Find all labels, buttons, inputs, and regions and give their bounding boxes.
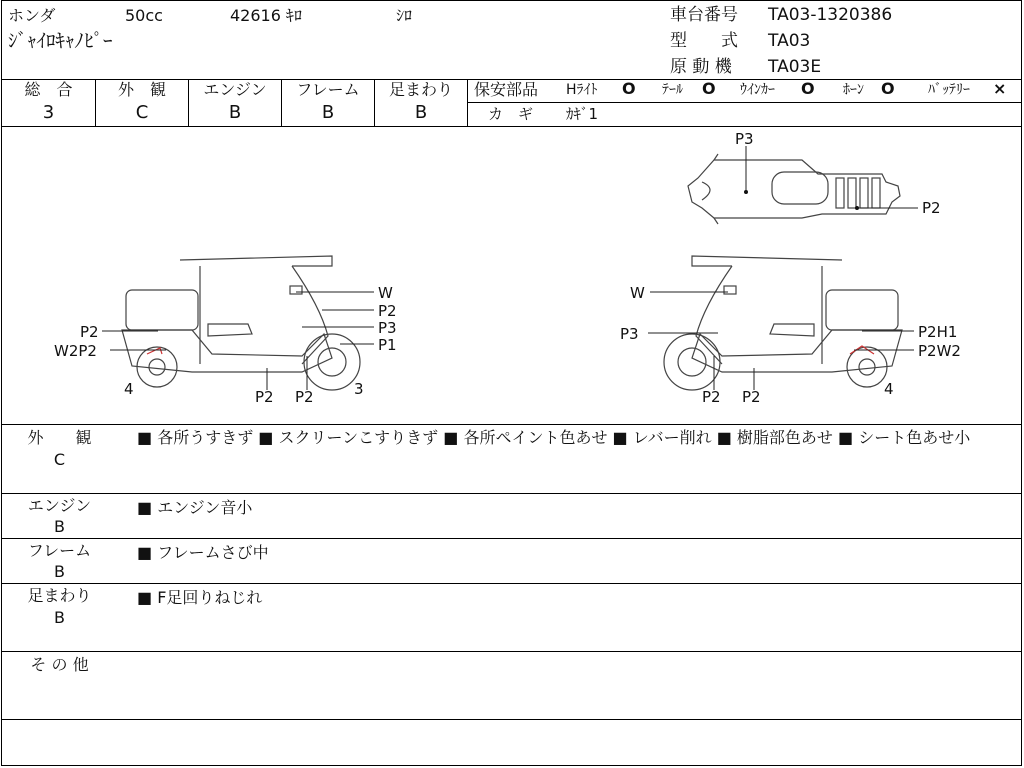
left-side-labels [102, 292, 374, 390]
wheel-number: 4 [124, 380, 134, 398]
grade-label: エンジン [203, 80, 267, 99]
box-slat [860, 178, 868, 208]
frame-no-label: 車台番号 [670, 5, 738, 25]
safety-item-mark: O [801, 79, 815, 98]
key-label: カ ギ [488, 105, 534, 123]
section-grade: B [54, 608, 65, 627]
grade-suspension [375, 79, 468, 126]
label-p1: P1 [378, 336, 397, 354]
grade-overall [2, 79, 96, 126]
section-name: 外 観 [27, 428, 92, 447]
front-wheel [664, 334, 720, 390]
section-name: そ の 他 [30, 655, 89, 674]
grade-label: 外 観 [117, 80, 166, 99]
key-value: ｶｷﾞ1 [566, 105, 599, 123]
grade-value: C [135, 102, 149, 123]
maker: ホンダ [8, 6, 56, 25]
grade-label: フレーム [296, 80, 360, 99]
section-name: フレーム [27, 541, 92, 560]
header [2, 1, 1021, 80]
safety-item-label: ﾃｰﾙ [662, 82, 683, 98]
label-p3: P3 [735, 130, 754, 148]
grade-frame [282, 79, 375, 126]
section-frame [2, 539, 1021, 584]
label-w2p2: W2P2 [54, 342, 97, 360]
seat [208, 324, 252, 336]
mirror-lines [714, 154, 718, 224]
safety-item-label: ﾎｰﾝ [843, 82, 864, 98]
mirror [290, 286, 302, 294]
seat-outline [772, 172, 828, 204]
section-text: ■ フレームさび中 [137, 543, 269, 562]
label-p3: P3 [620, 325, 639, 343]
safety-item-label: ｳｲﾝｶｰ [740, 82, 775, 98]
grade-label: 総 合 [24, 80, 73, 99]
label-p2: P2 [922, 199, 941, 217]
scooter-diagram [2, 126, 1022, 424]
right-side-text [620, 284, 961, 406]
rear-hub [859, 359, 875, 375]
section-exterior [2, 424, 1021, 494]
label-p2: P2 [80, 323, 99, 341]
inspection-sheet [1, 0, 1022, 766]
grade-value: B [414, 102, 428, 123]
grade-value: B [228, 102, 242, 123]
label-p2: P2 [742, 388, 761, 406]
displacement: 50cc [125, 6, 163, 25]
section-grade: B [54, 562, 65, 581]
section-text: ■ F足回りねじれ [137, 588, 263, 607]
section-text: ■ 各所うすきず ■ スクリーンこすりきず ■ 各所ペイント色あせ ■ レバー削れ ■ 樹脂部色あせ ■ シート色あせ小 [137, 428, 971, 447]
mirror [724, 286, 736, 294]
section-text: ■ エンジン音小 [137, 498, 253, 517]
model-name: ｼﾞｬｲﾛｷｬﾉﾋﾟｰ [8, 30, 113, 52]
type-value: TA03 [768, 31, 811, 51]
marker-dot [855, 206, 859, 210]
seat [770, 324, 814, 336]
grade-value: 3 [42, 102, 55, 123]
box-slat [872, 178, 880, 208]
front-wheel [304, 334, 360, 390]
wheel-number: 4 [884, 380, 894, 398]
safety-item-mark: × [993, 79, 1007, 98]
rear-hub [149, 359, 165, 375]
section-grade: C [53, 450, 66, 469]
label-p2: P2 [295, 388, 314, 406]
section-other [2, 652, 1021, 720]
safety-item-mark: O [881, 79, 895, 98]
roof [180, 256, 332, 266]
grade-exterior [96, 79, 189, 126]
top-view [688, 154, 900, 224]
safety-item-label: Hﾗｲﾄ [566, 82, 598, 98]
left-side-text [54, 284, 397, 406]
label-p2h1: P2H1 [918, 323, 958, 341]
left-side-view [122, 256, 360, 390]
grade-row [2, 79, 1021, 127]
section-suspension [2, 584, 1021, 652]
safety-row [468, 79, 1021, 103]
wheel-number: 3 [354, 380, 364, 398]
section-grade: B [54, 517, 65, 536]
label-w: W [378, 284, 393, 302]
safety-item-mark: O [622, 79, 636, 98]
safety-item-label: ﾊﾞｯﾃﾘｰ [928, 82, 970, 98]
section-engine [2, 494, 1021, 539]
label-p2: P2 [702, 388, 721, 406]
grade-engine [189, 79, 282, 126]
grade-label: 足まわり [388, 80, 453, 99]
box-slat [848, 178, 856, 208]
rear-box [126, 290, 198, 330]
section-name: エンジン [27, 496, 92, 515]
right-side-view [664, 256, 902, 390]
marker-dot [744, 190, 748, 194]
color: ｼﾛ [396, 6, 413, 25]
section-name: 足まわり [27, 586, 92, 605]
box-slat [836, 178, 844, 208]
safety-title: 保安部品 [474, 80, 539, 99]
roof [692, 256, 842, 266]
label-p2w2: P2W2 [918, 342, 961, 360]
grade-value: B [321, 102, 335, 123]
type-label: 型 式 [670, 31, 738, 51]
windscreen [696, 266, 732, 364]
safety-item-mark: O [702, 79, 716, 98]
damage-diagram [2, 126, 1021, 425]
label-p2: P2 [255, 388, 274, 406]
label-w: W [630, 284, 645, 302]
rear-box [826, 290, 898, 330]
front-shield [702, 182, 710, 200]
label-p3: P3 [378, 319, 397, 337]
engine-value: TA03E [768, 57, 822, 77]
label-p2: P2 [378, 302, 397, 320]
mileage: 42616 ｷﾛ [230, 6, 302, 25]
frame-no: TA03-1320386 [768, 5, 893, 25]
windscreen [292, 266, 328, 364]
safety-parts [468, 79, 1021, 126]
engine-label: 原 動 機 [670, 57, 732, 77]
